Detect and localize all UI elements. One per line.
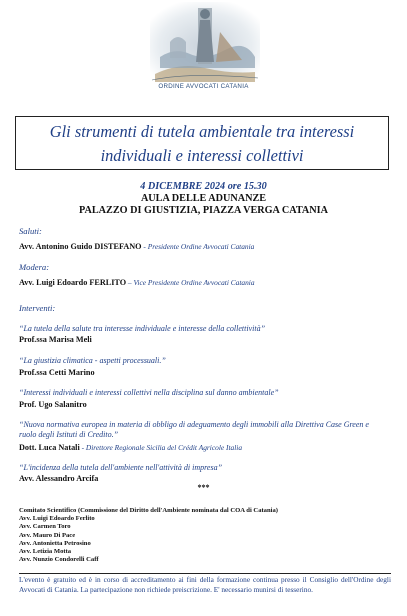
event-venue: PALAZZO DI GIUSTIZIA, PIAZZA VERGA CATANIA [79,205,328,216]
saluti-line [19,242,254,251]
saluti-name: Avv. Antonino Guido DISTEFANO [19,242,142,251]
title-box [15,116,389,170]
talk-1-speaker: Prof.ssa Marisa Meli [19,335,92,344]
talk-5-speaker: Avv. Alessandro Arcifa [19,474,99,483]
talk-4-speaker-role: - Direttore Regionale Sicilia del Crédit Agricole Italia [79,443,243,452]
event-room: AULA DELLE ADUNANZE [140,193,267,204]
order-logo-icon [150,2,260,82]
modera-role: – Vice Presidente Ordine Avvocati Catania [126,278,255,287]
committee-member: Avv. Nunzio Condorelli Caff [19,556,99,564]
talk-2-speaker: Prof.ssa Cetti Marino [19,368,95,377]
modera-name: Avv. Luigi Edoardo FERLITO [19,278,127,287]
title-line-2: individuali e interessi collettivi [100,146,304,165]
talk-3-speaker: Prof. Ugo Salanitro [19,400,87,409]
modera-label: Modera: [19,262,50,272]
committee-member: Avv. Luigi Edoardo Ferlito [19,515,95,523]
talk-4-speaker-line [19,443,242,452]
committee-member: Avv. Mauro Di Pace [19,531,76,539]
logo-caption: ORDINE AVVOCATI CATANIA [158,83,249,90]
saluti-label: Saluti: [19,226,42,236]
event-date: 4 DICEMBRE 2024 ore 15.30 [140,181,267,192]
talk-1-title: “La tutela della salute tra interesse individuale e interesse della collettività” [19,324,266,333]
modera-line [19,278,255,287]
talk-2-title: “La giustizia climatica - aspetti processuali.” [19,356,166,365]
talk-5-title: “L'incidenza della tutela dell'ambiente nell'attività di impresa” [19,463,223,472]
footer-note: L'evento è gratuito ed è in corso di accreditamento ai fini della formazione continua presso il Consiglio dell'Ordine degli Avvocati di Catania. La partecipazione non richiede preiscrizione. E' necessario munirsi di tesserino. [19,575,391,594]
talk-4-title: “Nuova normativa europea in materia di obbligo di adeguamento degli immobili alla Direttiva Case Green e ruolo degli Istituti di Credito.” [19,420,369,439]
committee-member: Avv. Letizia Motta [19,548,72,556]
talk-3-title: “Interessi individuali e interessi collettivi nella disciplina sul danno ambientale” [19,388,279,397]
saluti-role: - Presidente Ordine Avvocati Catania [141,242,255,251]
event-info [0,181,407,217]
footer-divider [19,573,391,574]
committee-member: Avv. Carmen Toro [19,523,71,531]
title-line-1: Gli strumenti di tutela ambientale tra interessi [49,122,355,141]
committee-member: Avv. Antonietta Petrosino [19,539,91,547]
interventi-label: Interventi: [19,303,56,313]
separator-stars: *** [197,483,210,492]
talk-4-speaker: Dott. Luca Natali [19,443,80,452]
scientific-committee [19,507,278,564]
committee-heading: Comitato Scientifico (Commissione del Diritto dell'Ambiente nominata dal COA di Catania) [19,507,278,514]
